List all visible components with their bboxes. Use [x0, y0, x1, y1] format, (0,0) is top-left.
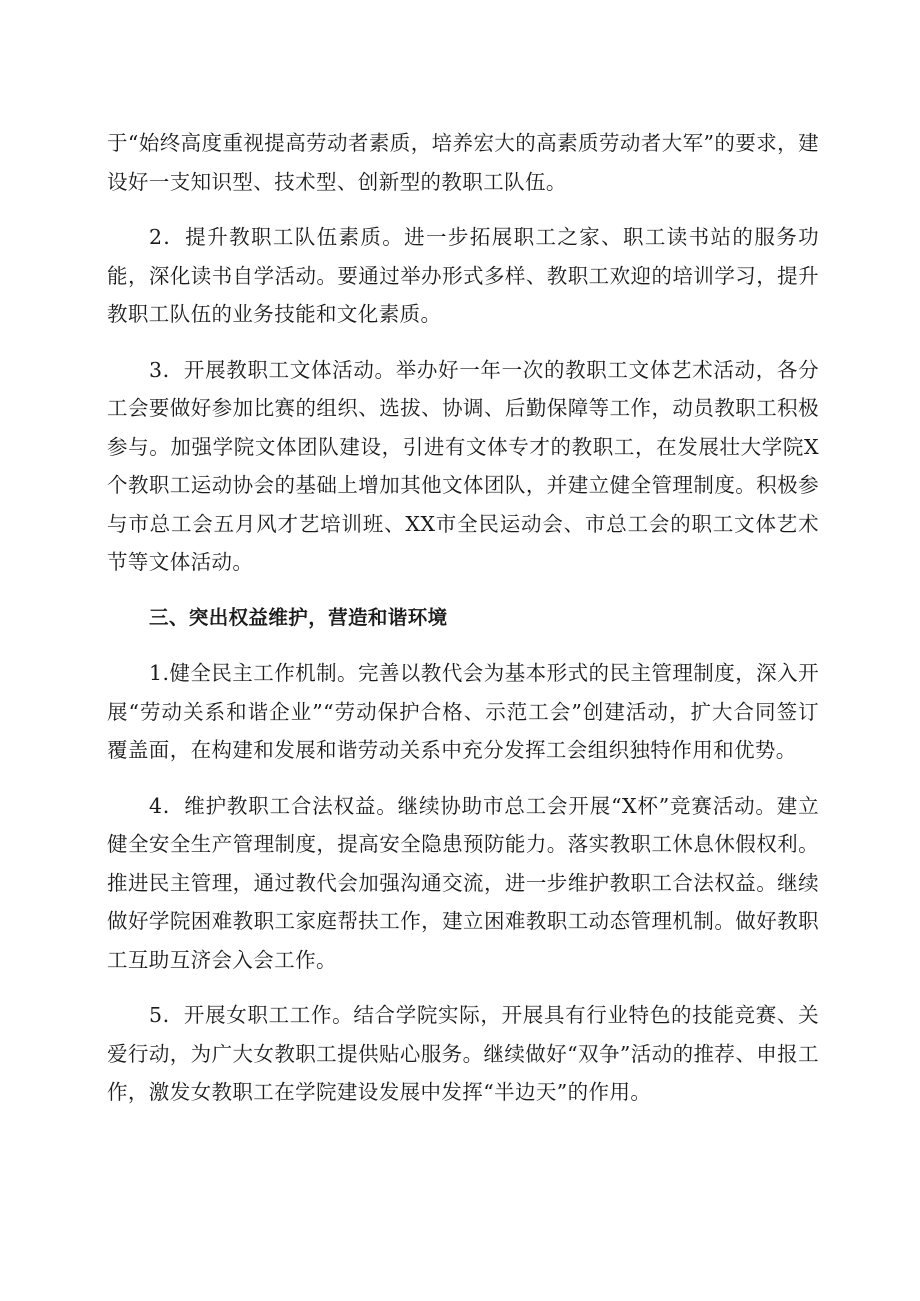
paragraph-continuation: 于“始终高度重视提高劳动者素质，培养宏大的高素质劳动者大军”的要求，建设好一支知识型、技术型、创新型的教职工队伍。	[107, 131, 819, 194]
paragraph-item-3: 3．开展教职工文体活动。举办好一年一次的教职工文体艺术活动，各分工会要做好参加比赛的组织、选拔、协调、后勤保障等工作，动员教职工积极参与。加强学院文体团队建设，引进有文体专才的教职工，在发展壮大学院X个教职工运动协会的基础上增加其他文体团队，并建立健全管理制度。积极参与市总工会五月风才艺培训班、XX市全民运动会、市总工会的职工文体艺术节等文体活动。	[107, 357, 819, 574]
paragraph-item-4: 4．维护教职工合法权益。继续协助市总工会开展“X杯”竞赛活动。建立健全安全生产管理制度，提高安全隐患预防能力。落实教职工休息休假权利。推进民主管理，通过教代会加强沟通交流，进一步维护教职工合法权益。继续做好学院困难教职工家庭帮扶工作，建立困难教职工动态管理机制。做好教职工互助互济会入会工作。	[107, 793, 819, 972]
document-body	[107, 124, 819, 1129]
paragraph-item-2: 2．提升教职工队伍素质。进一步拓展职工之家、职工读书站的服务功能，深化读书自学活动。要通过举办形式多样、教职工欢迎的培训学习，提升教职工队伍的业务技能和文化素质。	[107, 225, 819, 326]
paragraph-item-5: 5．开展女职工工作。结合学院实际，开展具有行业特色的技能竞赛、关爱行动，为广大女教职工提供贴心服务。继续做好“双争”活动的推荐、申报工作，激发女教职工在学院建设发展中发挥“半边天”的作用。	[107, 1003, 819, 1104]
paragraph-item-1: 1.健全民主工作机制。完善以教代会为基本形式的民主管理制度，深入开展“劳动关系和谐企业”“劳动保护合格、示范工会”创建活动，扩大合同签订覆盖面，在构建和发展和谐劳动关系中充分发挥工会组织独特作用和优势。	[107, 661, 819, 762]
section-heading: 三、突出权益维护，营造和谐环境	[149, 605, 448, 629]
